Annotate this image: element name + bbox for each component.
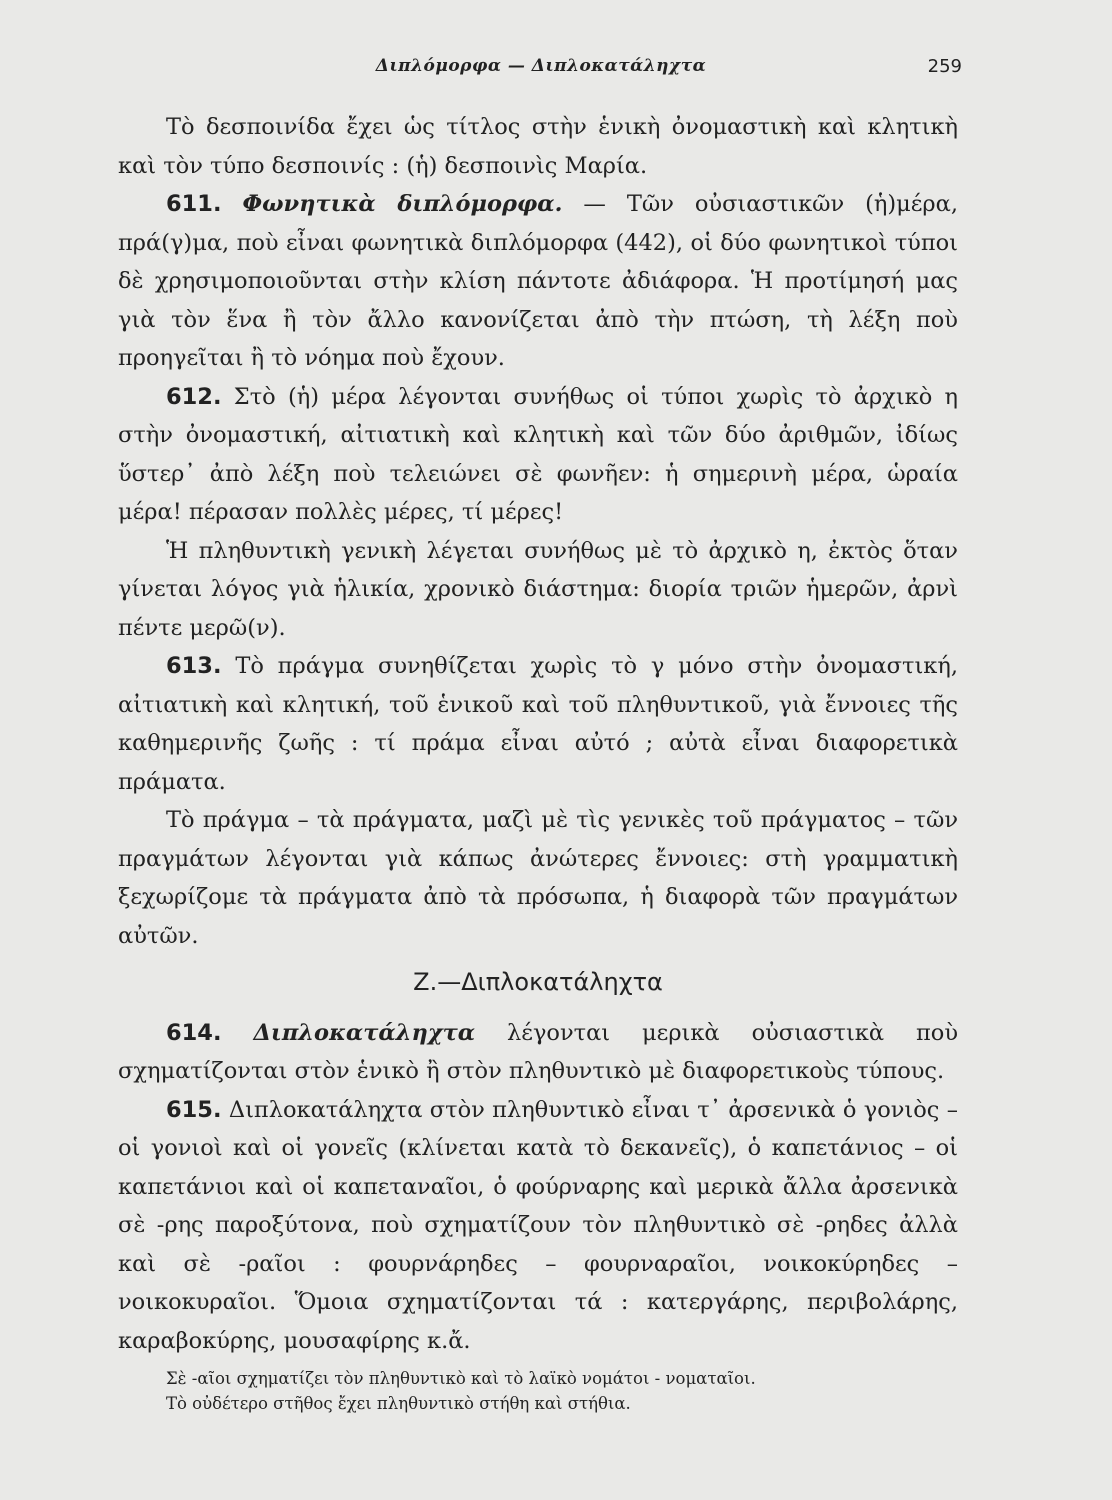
paragraph-613-continued: Τὸ πράγμα – τὰ πράγματα, μαζὶ μὲ τὶς γενικὲς τοῦ πράγματος – τῶν πραγμάτων λέγονται γιὰ κάπως ἀνώτερες ἔννοιες: στὴ γραμματικὴ ξεχωρίζομε τὰ πράγματα ἀπὸ τὰ πρόσωπα, ἡ διαφορὰ τῶν πραγμάτων αὐτῶν. <box>118 807 958 949</box>
paragraph-613 <box>118 647 958 801</box>
section-number: 611. <box>166 191 222 217</box>
section-number: 612. <box>166 383 222 410</box>
section-term: Διπλοκατάληχτα <box>253 1019 476 1046</box>
intro-paragraph: Τὸ δεσποινίδα ἔχει ὡς τίτλος στὴν ἑνικὴ ὀνομαστικὴ καὶ κλητικὴ καὶ τὸν τύπο δεσποινίς : (ἡ) δεσποινὶς Μαρία. <box>118 114 958 179</box>
paragraph-612-continued: Ἡ πληθυντικὴ γενικὴ λέγεται συνήθως μὲ τὸ ἀρχικὸ η, ἐκτὸς ὅταν γίνεται λόγος γιὰ ἡλικία, χρονικὸ διάστημα: διορία τριῶν ἡμερῶν, ἀρνὶ πέντε μερῶ(ν). <box>118 537 958 641</box>
section-number: 613. <box>166 653 222 679</box>
section-term: Φωνητικὰ διπλόμορφα. <box>242 191 563 217</box>
page-number: 259 <box>927 56 962 77</box>
paragraph-614 <box>118 1014 958 1091</box>
section-text: Διπλοκατάληχτα στὸν πληθυντικὸ εἶναι τ᾽ ἀρσενικὰ ὁ γονιὸς – οἱ γονιοὶ καὶ οἱ γονεῖς (κλίνεται κατὰ τὸ δεκανεῖς), ὁ καπετάνιος – οἱ καπετάνιοι καὶ οἱ καπεταναῖοι, ὁ φούρναρης καὶ μερικὰ ἄλλα ἀρσενικὰ σὲ -ρης παροξύτονα, ποὺ σχηματίζουν τὸν πληθυντικὸ σὲ -ρηδες ἀλλὰ καὶ σὲ -ραῖοι : φουρνάρηδες – φουρναραῖοι, νοικοκύρηδες – νοικοκυραῖοι. Ὅμοια σχηματίζονται τά : κατεργάρης, περιβολάρης, καραβοκύρης, μουσαφίρης κ.ἄ. <box>118 1096 958 1354</box>
section-heading: Ζ.—Διπλοκατάληχτα <box>413 968 663 996</box>
section-number: 614. <box>166 1019 222 1046</box>
paragraph-612 <box>118 378 958 532</box>
footnotes <box>118 1366 958 1416</box>
section-text: Στὸ (ἡ) μέρα λέγονται συνήθως οἱ τύποι χωρὶς τὸ ἀρχικὸ η στὴν ὀνομαστική, αἰτιατικὴ καὶ κλητικὴ καὶ τῶν δύο ἀριθμῶν, ἰδίως ὕστερ᾽ ἀπὸ λέξη ποὺ τελειώνει σὲ φωνῆεν: ἡ σημερινὴ μέρα, ὡραία μέρα! πέρασαν πολλὲς μέρες, τί μέρες! <box>118 383 958 525</box>
page-body <box>118 108 958 1416</box>
section-text: λέγονται μερικὰ οὐσιαστικὰ ποὺ σχηματίζονται στὸν ἑνικὸ ἢ στὸν πληθυντικὸ μὲ διαφορετικοὺς τύπους. <box>118 1019 959 1084</box>
footnote: Τὸ οὐδέτερο στῆθος ἔχει πληθυντικὸ στήθη καὶ στήθια. <box>166 1394 631 1413</box>
footnote: Σὲ -αῖοι σχηματίζει τὸν πληθυντικὸ καὶ τὸ λαϊκὸ νομάτοι - νοματαῖοι. <box>166 1369 756 1388</box>
section-text: Τὸ πράγμα συνηθίζεται χωρὶς τὸ γ μόνο στὴν ὀνομαστική, αἰτιατικὴ καὶ κλητική, τοῦ ἑνικοῦ καὶ τοῦ πληθυντικοῦ, γιὰ ἔννοιες τῆς καθημερινῆς ζωῆς : τί πράμα εἶναι αὐτό ; αὐτὰ εἶναι διαφορετικὰ πράματα. <box>118 653 958 795</box>
page-header <box>120 56 962 86</box>
section-text: — Τῶν οὐσιαστικῶν (ἡ)μέρα, πρά(γ)μα, ποὺ εἶναι φωνητικὰ διπλόμορφα (442), οἱ δύο φωνητικοὶ τύποι δὲ χρησιμοποιοῦνται στὴν κλίση πάντοτε ἀδιάφορα. Ἡ προτίμησή μας γιὰ τὸν ἕνα ἢ τὸν ἄλλο κανονίζεται ἀπὸ τὴν πτώση, τὴ λέξη ποὺ προηγεῖται ἢ τὸ νόημα ποὺ ἔχουν. <box>118 191 959 371</box>
running-title: Διπλόμορφα — Διπλοκατάληχτα <box>375 56 707 76</box>
paragraph-615 <box>118 1091 958 1361</box>
paragraph-611 <box>118 185 958 378</box>
section-number: 615. <box>166 1096 222 1123</box>
